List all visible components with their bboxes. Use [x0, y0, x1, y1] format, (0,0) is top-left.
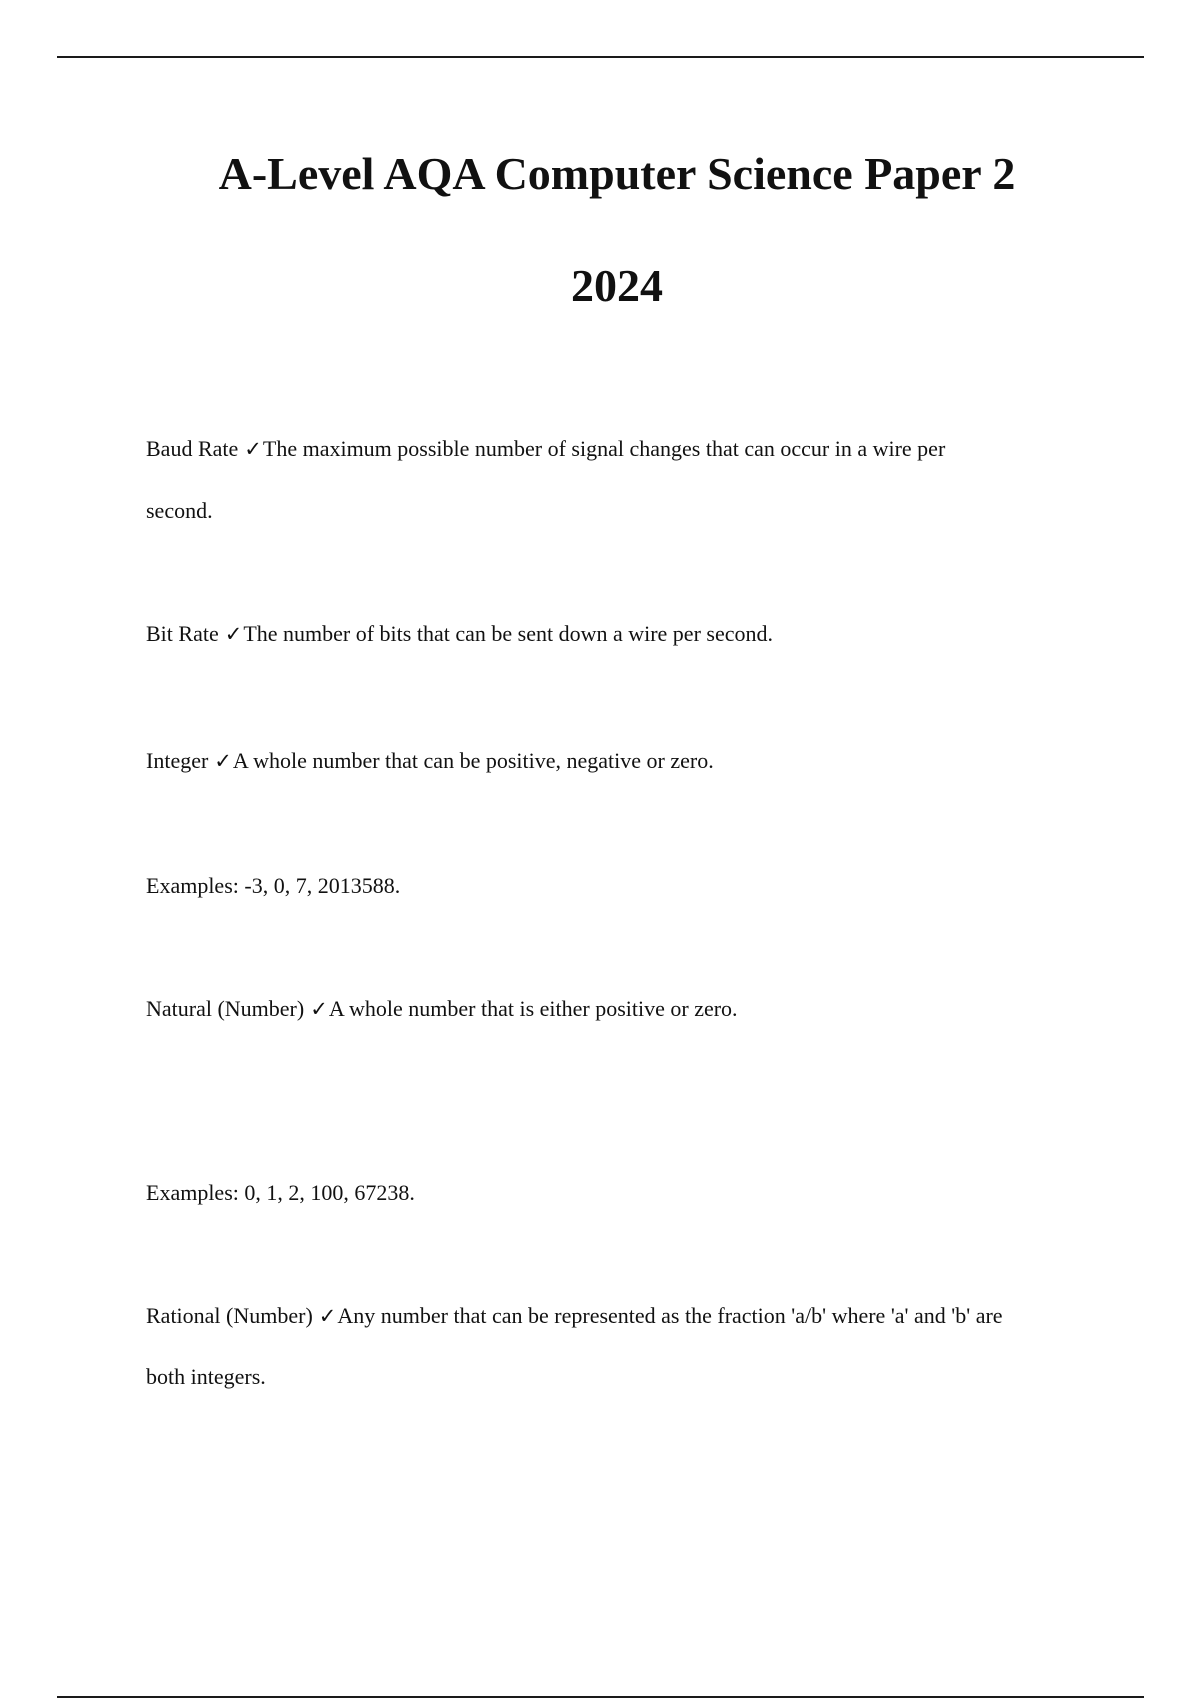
entry-baud-rate-continued	[146, 497, 213, 525]
check-icon: ✓	[244, 437, 262, 461]
term: Baud Rate	[146, 436, 239, 461]
term: Integer	[146, 748, 209, 773]
definition: A whole number that can be positive, negative or zero.	[232, 748, 714, 773]
entry-rational-number-continued	[146, 1363, 266, 1391]
entry-baud-rate	[146, 435, 945, 463]
document-title-year: 2024	[571, 260, 663, 311]
term: Natural (Number)	[146, 996, 305, 1021]
examples: Examples: -3, 0, 7, 2013588.	[146, 873, 401, 898]
definition: The maximum possible number of signal changes that can occur in a wire per	[262, 436, 946, 461]
term: Bit Rate	[146, 621, 219, 646]
check-icon: ✓	[310, 997, 328, 1021]
definition: A whole number that is either positive or zero.	[328, 996, 738, 1021]
definition-continued: both integers.	[146, 1364, 266, 1389]
bottom-rule	[57, 1696, 1144, 1698]
definition-continued: second.	[146, 498, 213, 523]
entry-natural-number-examples	[146, 1179, 415, 1207]
examples: Examples: 0, 1, 2, 100, 67238.	[146, 1180, 415, 1205]
definition: Any number that can be represented as the fraction 'a/b' where 'a' and 'b' are	[337, 1303, 1003, 1328]
entry-integer	[146, 747, 714, 775]
check-icon: ✓	[318, 1304, 337, 1328]
entry-bit-rate	[146, 620, 773, 648]
term: Rational (Number)	[146, 1303, 313, 1328]
entry-integer-examples	[146, 872, 400, 900]
check-icon: ✓	[224, 622, 243, 646]
check-icon: ✓	[214, 749, 232, 773]
top-rule	[57, 56, 1144, 58]
entry-natural-number	[146, 995, 738, 1023]
document-title: A-Level AQA Computer Science Paper 2	[218, 148, 1016, 199]
entry-rational-number	[146, 1302, 1003, 1330]
definition: The number of bits that can be sent down a wire per second.	[243, 621, 773, 646]
